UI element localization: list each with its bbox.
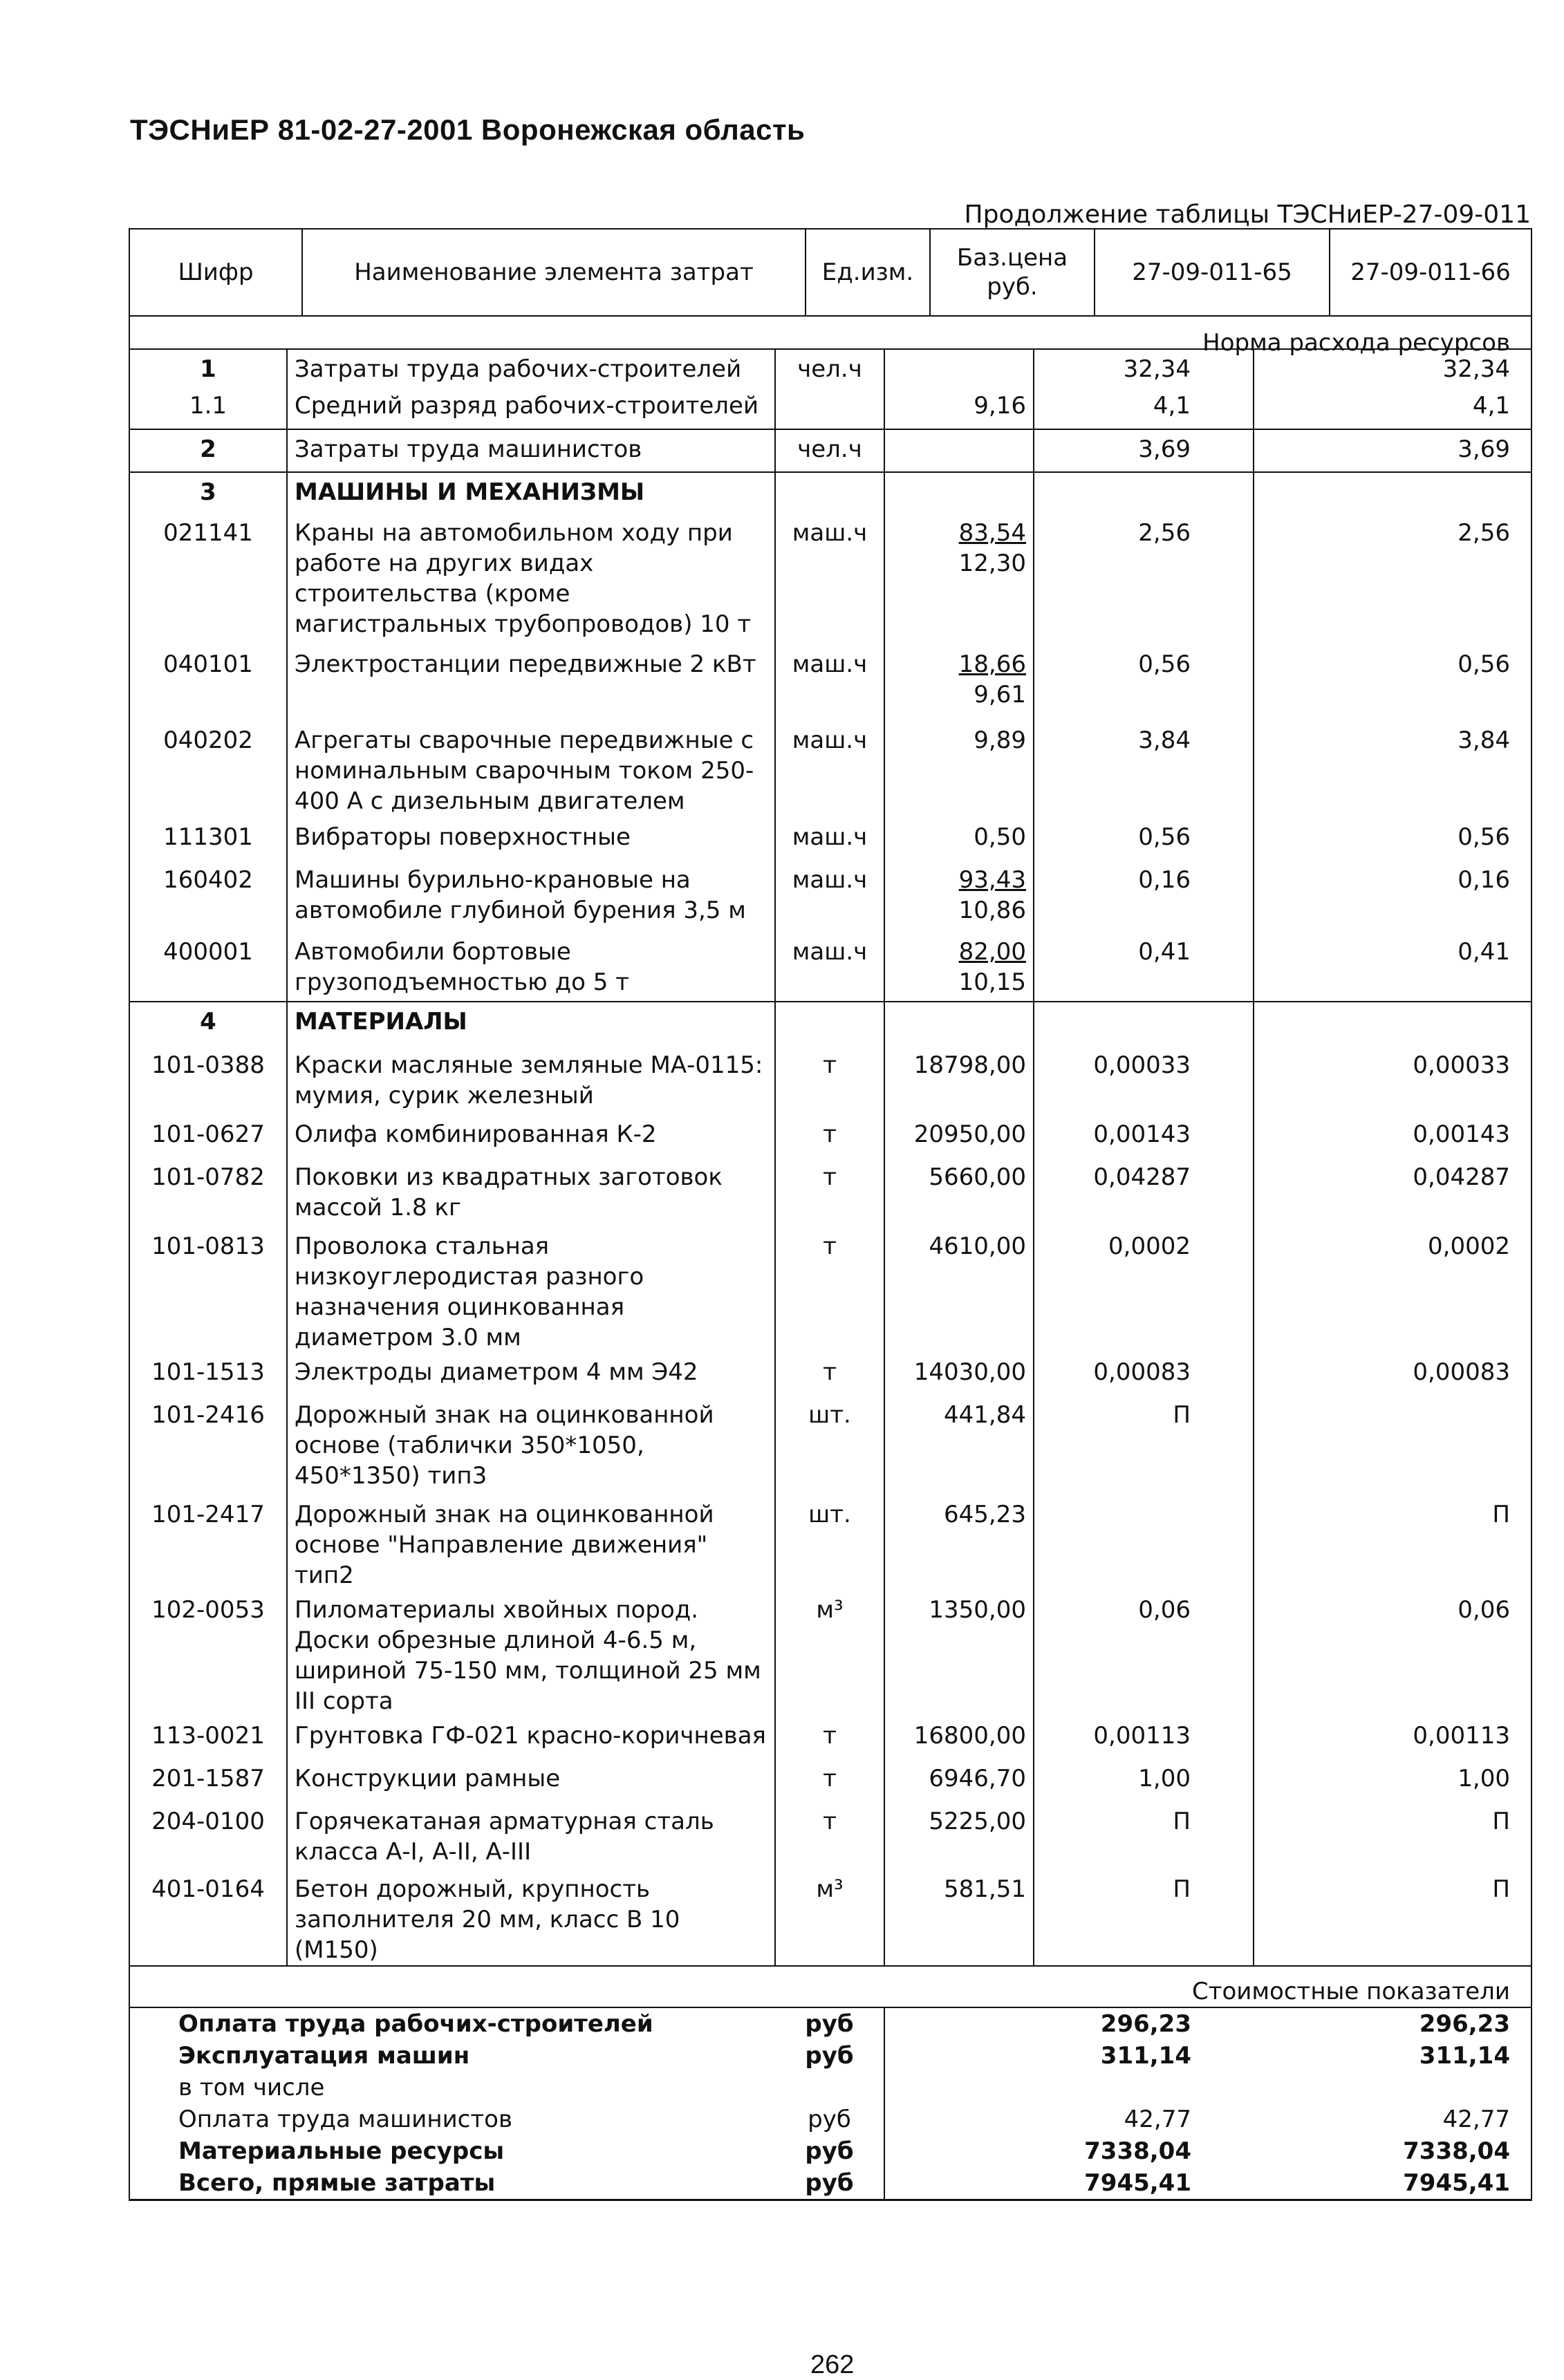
row-price: [884, 1591, 1034, 1716]
row-code: 1: [129, 349, 287, 386]
row-value-2: [1254, 472, 1532, 514]
table-row: [129, 1870, 1532, 1966]
table-row: [129, 1115, 1532, 1158]
row-price-value: 20950,00: [913, 1121, 1026, 1148]
row-code: 101-0782: [129, 1158, 287, 1227]
row-name: МАТЕРИАЛЫ: [287, 1002, 775, 1046]
table-row: [129, 1002, 1532, 1046]
summary-value-1: [1034, 2072, 1254, 2103]
summary-value-1: 296,23: [1100, 2010, 1191, 2038]
row-name: Бетон дорожный, крупность заполнителя 20 мм, класс В 10 (М150): [287, 1870, 775, 1966]
summary-unit: руб: [775, 2135, 884, 2167]
summary-price: [884, 2072, 1034, 2103]
summary-price: [884, 2040, 1034, 2072]
row-price: [884, 1227, 1034, 1353]
row-unit: т: [775, 1759, 884, 1802]
row-value-2: 0,56: [1254, 645, 1532, 721]
row-code: 201-1587: [129, 1759, 287, 1802]
row-name: Вибраторы поверхностные: [287, 818, 775, 861]
row-code: 3: [129, 472, 287, 514]
row-code: 113-0021: [129, 1716, 287, 1759]
table-row: [129, 514, 1532, 645]
summary-value-2: 296,23: [1254, 2007, 1532, 2040]
row-code: 101-0388: [129, 1046, 287, 1115]
row-price-value: 5225,00: [929, 1808, 1026, 1835]
row-value-1: 0,06: [1034, 1591, 1254, 1716]
table-header-row: [129, 229, 1532, 316]
row-name: Агрегаты сварочные передвижные с номинальным сварочным током 250-400 А с дизельным двигателем: [287, 721, 775, 818]
row-code: 1.1: [129, 386, 287, 429]
row-name: Краски масляные земляные МА-0115: мумия, сурик железный: [287, 1046, 775, 1115]
summary-row: [129, 2072, 1532, 2103]
row-value-2: 0,16: [1254, 861, 1532, 933]
row-name: Электростанции передвижные 2 кВт: [287, 645, 775, 721]
table-row: [129, 1716, 1532, 1759]
row-unit: т: [775, 1802, 884, 1870]
row-code: 101-1513: [129, 1353, 287, 1396]
row-unit: м³: [775, 1591, 884, 1716]
summary-label: Материальные ресурсы: [129, 2135, 775, 2167]
row-code: 160402: [129, 861, 287, 933]
row-price-value: 14030,00: [913, 1358, 1026, 1386]
resource-table-body: [129, 348, 1532, 2201]
row-price-value: 83,54: [958, 519, 1026, 547]
row-value-1: [1034, 1495, 1254, 1591]
row-name: Затраты труда машинистов: [287, 429, 775, 472]
row-price: [884, 645, 1034, 721]
summary-unit: руб: [775, 2007, 884, 2040]
row-price-value: 9,16: [974, 392, 1026, 420]
row-value-2: [1254, 1002, 1532, 1046]
row-unit: чел.ч: [775, 349, 884, 386]
row-value-2: 0,00033: [1254, 1046, 1532, 1115]
summary-row: [129, 2103, 1532, 2135]
table-continuation-caption: Продолжение таблицы ТЭСНиЕР-27-09-011: [964, 200, 1531, 229]
cost-caption-row: [129, 1966, 1532, 2007]
row-unit: т: [775, 1158, 884, 1227]
row-value-1: П: [1034, 1802, 1254, 1870]
row-unit: маш.ч: [775, 514, 884, 645]
row-price-value: 645,23: [944, 1501, 1026, 1528]
row-name: Дорожный знак на оцинкованной основе (таблички 350*1050, 450*1350) тип3: [287, 1396, 775, 1495]
summary-label: Эксплуатация машин: [129, 2040, 775, 2072]
row-price: [884, 861, 1034, 933]
row-value-1: [1034, 1002, 1254, 1046]
row-value-1: 0,56: [1034, 818, 1254, 861]
row-value-1: 0,04287: [1034, 1158, 1254, 1227]
row-value-2: [1254, 1396, 1532, 1495]
row-value-2: 1,00: [1254, 1759, 1532, 1802]
table-row: [129, 1227, 1532, 1353]
row-value-2: 0,41: [1254, 933, 1532, 1002]
row-unit: шт.: [775, 1495, 884, 1591]
row-price: [884, 1396, 1034, 1495]
table-row: [129, 1802, 1532, 1870]
row-name: Конструкции рамные: [287, 1759, 775, 1802]
row-code: 040202: [129, 721, 287, 818]
row-price-secondary: 10,86: [958, 897, 1026, 924]
col-1-header: 27-09-011-65: [1095, 229, 1330, 316]
summary-price: [884, 2167, 1034, 2200]
summary-value-2: 7338,04: [1254, 2135, 1532, 2167]
row-price-value: 9,89: [974, 727, 1026, 754]
row-unit: т: [775, 1227, 884, 1353]
row-name: Средний разряд рабочих-строителей: [287, 386, 775, 429]
table-row: [129, 1495, 1532, 1591]
col-code-header: Шифр: [129, 229, 302, 316]
row-price: [884, 1046, 1034, 1115]
row-price: [884, 721, 1034, 818]
row-price: [884, 472, 1034, 514]
summary-value-1: 7338,04: [1084, 2137, 1191, 2165]
row-unit: маш.ч: [775, 933, 884, 1002]
row-price-value: 5660,00: [929, 1163, 1026, 1191]
summary-label: Оплата труда рабочих-строителей: [129, 2007, 775, 2040]
row-name: Горячекатаная арматурная сталь класса А-I, А-II, А-III: [287, 1802, 775, 1870]
table-row: [129, 933, 1532, 1002]
row-name: Электроды диаметром 4 мм Э42: [287, 1353, 775, 1396]
row-unit: м³: [775, 1870, 884, 1966]
summary-label: Всего, прямые затраты: [129, 2167, 775, 2200]
col-2-header: 27-09-011-66: [1330, 229, 1532, 316]
table-row: [129, 1396, 1532, 1495]
row-value-2: 0,00143: [1254, 1115, 1532, 1158]
row-code: 101-0813: [129, 1227, 287, 1353]
row-name: Дорожный знак на оцинкованной основе "Направление движения" тип2: [287, 1495, 775, 1591]
row-price: [884, 1716, 1034, 1759]
summary-row: [129, 2007, 1532, 2040]
row-price: [884, 1802, 1034, 1870]
row-code: 040101: [129, 645, 287, 721]
table-row: [129, 818, 1532, 861]
summary-unit: руб: [775, 2103, 884, 2135]
summary-price: [884, 2135, 1034, 2167]
summary-unit: [775, 2072, 884, 2103]
row-code: 400001: [129, 933, 287, 1002]
table-row: [129, 1759, 1532, 1802]
summary-value-1: 311,14: [1100, 2042, 1191, 2070]
row-value-2: 3,84: [1254, 721, 1532, 818]
row-name: МАШИНЫ И МЕХАНИЗМЫ: [287, 472, 775, 514]
row-value-1: П: [1034, 1870, 1254, 1966]
table-row: [129, 1591, 1532, 1716]
summary-row: [129, 2135, 1532, 2167]
row-value-2: 32,34: [1254, 349, 1532, 386]
row-unit: [775, 1002, 884, 1046]
row-value-1: П: [1034, 1396, 1254, 1495]
row-value-1: 3,69: [1034, 429, 1254, 472]
row-value-1: 0,56: [1034, 645, 1254, 721]
row-price-value: 18,66: [958, 650, 1026, 678]
row-value-1: [1034, 472, 1254, 514]
row-unit: [775, 386, 884, 429]
row-value-2: 0,00083: [1254, 1353, 1532, 1396]
table-row: [129, 349, 1532, 386]
row-price: [884, 386, 1034, 429]
row-price: [884, 429, 1034, 472]
row-value-1: 1,00: [1034, 1759, 1254, 1802]
row-price: [884, 514, 1034, 645]
row-name: Грунтовка ГФ-021 красно-коричневая: [287, 1716, 775, 1759]
row-value-2: 0,04287: [1254, 1158, 1532, 1227]
row-code: 101-2416: [129, 1396, 287, 1495]
table-row: [129, 429, 1532, 472]
row-name: Машины бурильно-крановые на автомобиле глубиной бурения 3,5 м: [287, 861, 775, 933]
row-value-2: 3,69: [1254, 429, 1532, 472]
summary-unit: руб: [775, 2040, 884, 2072]
table-row: [129, 472, 1532, 514]
row-unit: т: [775, 1046, 884, 1115]
cost-caption: Стоимостные показатели: [129, 1966, 1532, 2007]
row-price: [884, 1002, 1034, 1046]
row-value-1: 0,00083: [1034, 1353, 1254, 1396]
row-name: Олифа комбинированная К-2: [287, 1115, 775, 1158]
document-header: ТЭСНиЕР 81-02-27-2001 Воронежская область: [130, 113, 806, 146]
row-price-value: 18798,00: [913, 1051, 1026, 1079]
row-name: Пиломатериалы хвойных пород. Доски обрезные длиной 4-6.5 м, шириной 75-150 мм, толщиной 25 мм III сорта: [287, 1591, 775, 1716]
row-value-2: 0,00113: [1254, 1716, 1532, 1759]
row-code: 401-0164: [129, 1870, 287, 1966]
row-price-value: 1350,00: [929, 1596, 1026, 1624]
row-value-1: 0,00143: [1034, 1115, 1254, 1158]
row-code: 111301: [129, 818, 287, 861]
row-price-secondary: 10,15: [958, 968, 1026, 996]
row-price: [884, 933, 1034, 1002]
row-value-1: 0,00113: [1034, 1716, 1254, 1759]
norm-caption: Норма расхода ресурсов: [129, 316, 1532, 358]
row-price-value: 6946,70: [929, 1765, 1026, 1792]
row-name: Затраты труда рабочих-строителей: [287, 349, 775, 386]
row-code: 204-0100: [129, 1802, 287, 1870]
row-unit: маш.ч: [775, 818, 884, 861]
table-row: [129, 1158, 1532, 1227]
row-value-1: 0,41: [1034, 933, 1254, 1002]
row-value-1: 2,56: [1034, 514, 1254, 645]
row-value-2: П: [1254, 1870, 1532, 1966]
row-value-1: 0,0002: [1034, 1227, 1254, 1353]
row-unit: чел.ч: [775, 429, 884, 472]
row-unit: т: [775, 1716, 884, 1759]
row-value-2: П: [1254, 1495, 1532, 1591]
row-price: [884, 349, 1034, 386]
summary-label: в том числе: [129, 2072, 775, 2103]
row-price: [884, 1353, 1034, 1396]
row-value-1: 3,84: [1034, 721, 1254, 818]
table-row: [129, 1046, 1532, 1115]
row-price-value: 0,50: [974, 823, 1026, 851]
row-value-1: 0,16: [1034, 861, 1254, 933]
col-price-header: Баз.цена руб.: [930, 229, 1095, 316]
table-row: [129, 645, 1532, 721]
row-unit: т: [775, 1353, 884, 1396]
row-code: 2: [129, 429, 287, 472]
summary-row: [129, 2040, 1532, 2072]
row-price: [884, 1759, 1034, 1802]
resource-table: [129, 228, 1532, 358]
row-price-value: 93,43: [958, 866, 1026, 894]
row-value-1: 32,34: [1034, 349, 1254, 386]
summary-value-1: 42,77: [1124, 2106, 1191, 2133]
col-unit-header: Ед.изм.: [806, 229, 930, 316]
row-value-2: 2,56: [1254, 514, 1532, 645]
row-value-2: 0,56: [1254, 818, 1532, 861]
row-value-1: 0,00033: [1034, 1046, 1254, 1115]
summary-unit: руб: [775, 2167, 884, 2200]
page-number: 262: [810, 2350, 855, 2379]
row-unit: маш.ч: [775, 861, 884, 933]
table-row: [129, 386, 1532, 429]
row-price: [884, 1115, 1034, 1158]
row-value-2: 4,1: [1254, 386, 1532, 429]
row-value-2: 0,06: [1254, 1591, 1532, 1716]
row-price: [884, 1495, 1034, 1591]
row-name: Краны на автомобильном ходу при работе на других видах строительства (кроме магистральных трубопроводов) 10 т: [287, 514, 775, 645]
row-unit: т: [775, 1115, 884, 1158]
row-price-secondary: 9,61: [974, 681, 1026, 709]
row-name: Автомобили бортовые грузоподъемностью до 5 т: [287, 933, 775, 1002]
table-row: [129, 1353, 1532, 1396]
table-row: [129, 721, 1532, 818]
row-value-2: 0,0002: [1254, 1227, 1532, 1353]
row-price-value: 82,00: [958, 938, 1026, 966]
row-value-2: П: [1254, 1802, 1532, 1870]
summary-price: [884, 2007, 1034, 2040]
summary-value-2: 311,14: [1254, 2040, 1532, 2072]
row-code: 101-0627: [129, 1115, 287, 1158]
row-unit: [775, 472, 884, 514]
row-value-1: 4,1: [1034, 386, 1254, 429]
row-unit: маш.ч: [775, 721, 884, 818]
table-row: [129, 861, 1532, 933]
summary-price: [884, 2103, 1034, 2135]
row-name: Проволока стальная низкоуглеродистая разного назначения оцинкованная диаметром 3.0 мм: [287, 1227, 775, 1353]
row-price: [884, 818, 1034, 861]
row-unit: шт.: [775, 1396, 884, 1495]
summary-value-2: 42,77: [1254, 2103, 1532, 2135]
row-unit: маш.ч: [775, 645, 884, 721]
row-price: [884, 1158, 1034, 1227]
row-code: 102-0053: [129, 1591, 287, 1716]
row-name: Поковки из квадратных заготовок массой 1.8 кг: [287, 1158, 775, 1227]
summary-row: [129, 2167, 1532, 2200]
row-price: [884, 1870, 1034, 1966]
row-price-value: 4610,00: [929, 1233, 1026, 1260]
row-code: 4: [129, 1002, 287, 1046]
summary-value-2: [1254, 2072, 1532, 2103]
summary-label: Оплата труда машинистов: [129, 2103, 775, 2135]
row-price-value: 441,84: [944, 1401, 1026, 1429]
row-code: 021141: [129, 514, 287, 645]
summary-value-2: 7945,41: [1254, 2167, 1532, 2200]
row-price-value: 581,51: [944, 1875, 1026, 1903]
row-code: 101-2417: [129, 1495, 287, 1591]
row-price-secondary: 12,30: [958, 550, 1026, 577]
col-name-header: Наименование элемента затрат: [302, 229, 806, 316]
row-price-value: 16800,00: [913, 1722, 1026, 1750]
summary-value-1: 7945,41: [1034, 2167, 1254, 2200]
